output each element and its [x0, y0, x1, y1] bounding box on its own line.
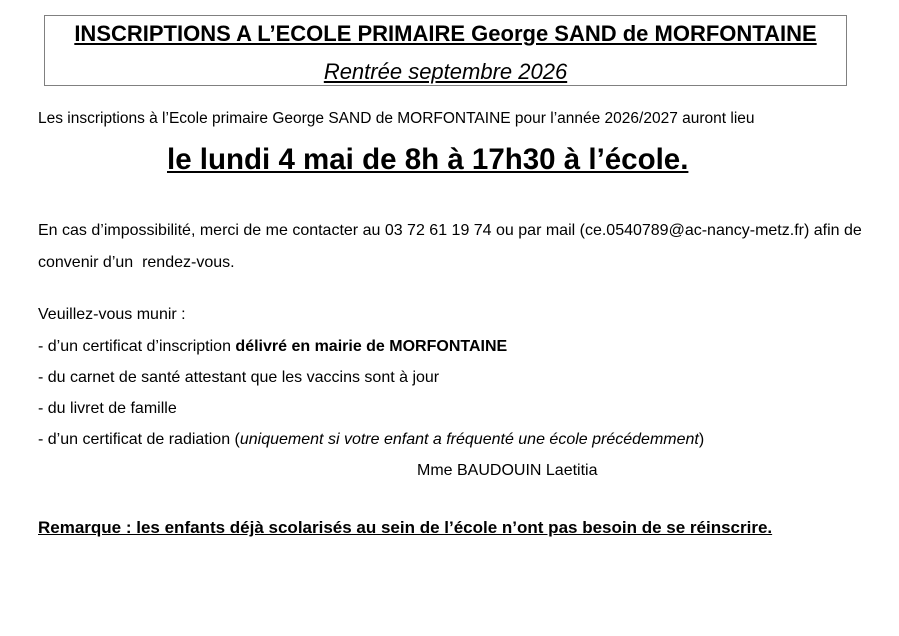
- document-item-text: - du carnet de santé attestant que les vaccins sont à jour: [38, 369, 440, 386]
- document-item-text: - d’un certificat de radiation (: [38, 431, 240, 448]
- header-box: [44, 15, 847, 86]
- document-item-inscription-certificate: [38, 337, 507, 357]
- document-item-italic: uniquement si votre enfant a fréquenté une école précédemment: [239, 431, 699, 448]
- contact-line-2: convenir d’un rendez-vous.: [38, 254, 235, 271]
- signature: Mme BAUDOUIN Laetitia: [417, 462, 598, 479]
- document-item-text: - du livret de famille: [38, 400, 177, 417]
- document-subtitle: Rentrée septembre 2026: [323, 59, 568, 84]
- document-title: INSCRIPTIONS A L’ECOLE PRIMAIRE George SAND de MORFONTAINE: [74, 21, 817, 46]
- contact-line-1: En cas d’impossibilité, merci de me contacter au 03 72 61 19 74 ou par mail (ce.0540789@ac-nancy-metz.fr) afin de: [38, 222, 862, 239]
- documents-heading: Veuillez-vous munir :: [38, 306, 186, 323]
- intro-paragraph: Les inscriptions à l’Ecole primaire George SAND de MORFONTAINE pour l’année 2026/2027 auront lieu: [38, 110, 755, 127]
- document-item-close: ): [698, 431, 705, 448]
- registration-date: le lundi 4 mai de 8h à 17h30 à l’école.: [167, 143, 689, 176]
- document-item-family-booklet: [38, 399, 177, 419]
- document-item-text: - d’un certificat d’inscription: [38, 338, 236, 355]
- document-item-radiation-certificate: [38, 430, 704, 450]
- remark: Remarque : les enfants déjà scolarisés au sein de l’école n’ont pas besoin de se réinscrire.: [38, 518, 773, 537]
- document-item-health-record: [38, 368, 439, 388]
- document-item-bold: délivré en mairie de MORFONTAINE: [235, 338, 508, 355]
